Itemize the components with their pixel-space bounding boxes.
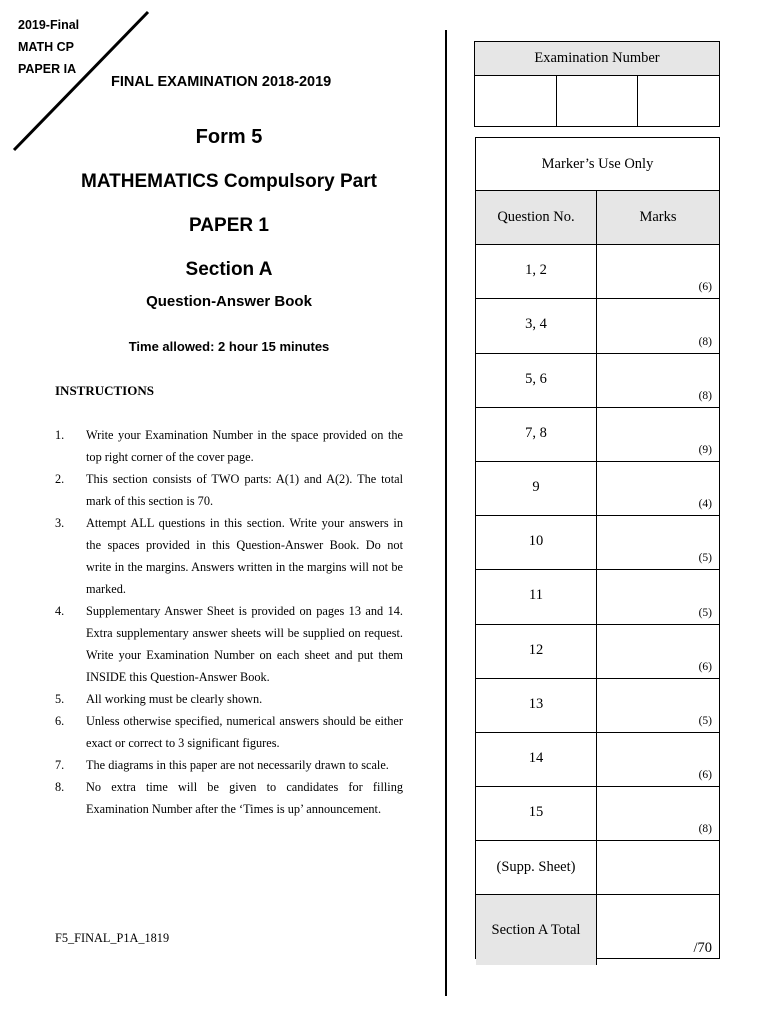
- instruction-number: 2.: [55, 472, 65, 486]
- question-column-header: Question No.: [476, 191, 597, 244]
- corner-tag-subject: MATH CP: [18, 40, 75, 54]
- section-total-max: /70: [693, 940, 712, 957]
- table-row: [476, 462, 719, 516]
- max-marks: (6): [698, 660, 712, 673]
- question-number: 13: [476, 679, 597, 732]
- instructions-heading: INSTRUCTIONS: [55, 383, 154, 398]
- instruction-item: [55, 710, 403, 754]
- max-marks: (6): [698, 769, 712, 782]
- marks-cell[interactable]: [597, 299, 719, 352]
- book-title: Question-Answer Book: [146, 293, 312, 310]
- question-number: 3, 4: [476, 299, 597, 352]
- time-allowed: Time allowed: 2 hour 15 minutes: [128, 339, 330, 354]
- max-marks: (5): [698, 552, 712, 565]
- form-title: Form 5: [195, 126, 263, 148]
- table-row: [476, 733, 719, 787]
- instructions-list: [55, 424, 403, 820]
- question-number: 1, 2: [476, 245, 597, 298]
- instruction-text: Supplementary Answer Sheet is provided on pages 13 and 14. Extra supplementary answer sheets will be supplied on request. Write your Examination Number on each sheet and put them INSIDE this Question-Answer Book.: [86, 604, 403, 684]
- supp-sheet-label: (Supp. Sheet): [476, 841, 597, 894]
- marks-cell[interactable]: [597, 245, 719, 298]
- table-row: [476, 354, 719, 408]
- max-marks: (8): [698, 335, 712, 348]
- max-marks: (8): [698, 823, 712, 836]
- question-number: 5, 6: [476, 354, 597, 407]
- marks-cell[interactable]: [597, 625, 719, 678]
- marks-cell[interactable]: [597, 408, 719, 461]
- marks-cell[interactable]: [597, 733, 719, 786]
- max-marks: (6): [698, 281, 712, 294]
- question-number: 10: [476, 516, 597, 569]
- marker-table-header-row: [476, 191, 719, 245]
- section-total-row: [476, 895, 719, 965]
- max-marks: (9): [698, 443, 712, 456]
- instruction-text: The diagrams in this paper are not necessarily drawn to scale.: [86, 758, 389, 772]
- table-row: [476, 679, 719, 733]
- instruction-number: 4.: [55, 604, 65, 618]
- instruction-item: [55, 688, 403, 710]
- exam-number-cell[interactable]: [557, 76, 639, 127]
- instruction-number: 8.: [55, 780, 65, 794]
- question-number: 7, 8: [476, 408, 597, 461]
- corner-tag-year: 2019-Final: [18, 18, 80, 32]
- table-row: [476, 570, 719, 624]
- max-marks: (4): [698, 498, 712, 511]
- section-total-cell[interactable]: [597, 895, 719, 965]
- subject-title: MATHEMATICS Compulsory Part: [81, 171, 377, 192]
- instruction-text: Write your Examination Number in the space provided on the top right corner of the cover page.: [86, 428, 403, 464]
- marks-column-header: Marks: [597, 191, 719, 244]
- table-row: [476, 408, 719, 462]
- question-number: 14: [476, 733, 597, 786]
- section-total-label: Section A Total: [476, 895, 597, 965]
- instruction-number: 3.: [55, 516, 65, 530]
- marks-cell[interactable]: [597, 679, 719, 732]
- instruction-number: 5.: [55, 692, 65, 706]
- instruction-item: [55, 754, 403, 776]
- instruction-text: No extra time will be given to candidates for filling Examination Number after the ‘Times is up’ announcement.: [86, 780, 403, 816]
- question-number: 9: [476, 462, 597, 515]
- instruction-number: 7.: [55, 758, 65, 772]
- instruction-item: [55, 468, 403, 512]
- instruction-item: [55, 600, 403, 688]
- instruction-text: Unless otherwise specified, numerical answers should be either exact or correct to 3 significant figures.: [86, 714, 403, 750]
- marker-table-title: Marker’s Use Only: [476, 138, 719, 191]
- question-number: 12: [476, 625, 597, 678]
- max-marks: (5): [698, 714, 712, 727]
- table-row: [476, 625, 719, 679]
- question-number: 11: [476, 570, 597, 623]
- exam-number-box: [474, 41, 720, 127]
- table-row: [476, 787, 719, 841]
- marks-cell[interactable]: [597, 354, 719, 407]
- max-marks: (5): [698, 606, 712, 619]
- footer-code: F5_FINAL_P1A_1819: [55, 931, 170, 945]
- marks-cell[interactable]: [597, 841, 719, 894]
- instruction-text: All working must be clearly shown.: [86, 692, 263, 706]
- table-row: [476, 245, 719, 299]
- instruction-number: 1.: [55, 428, 65, 442]
- exam-number-cell[interactable]: [638, 76, 719, 127]
- exam-number-fields: [475, 76, 719, 127]
- page-divider: [445, 30, 447, 996]
- paper-title: PAPER 1: [189, 215, 269, 236]
- table-row: [476, 516, 719, 570]
- instruction-text: This section consists of TWO parts: A(1) and A(2). The total mark of this section is 70.: [86, 472, 403, 508]
- marks-cell[interactable]: [597, 462, 719, 515]
- question-number: 15: [476, 787, 597, 840]
- instruction-item: [55, 424, 403, 468]
- exam-number-label: Examination Number: [475, 42, 719, 76]
- marks-cell[interactable]: [597, 787, 719, 840]
- instruction-number: 6.: [55, 714, 65, 728]
- section-title: Section A: [185, 259, 273, 280]
- supp-sheet-row: [476, 841, 719, 895]
- marker-table: [475, 137, 720, 959]
- exam-title: FINAL EXAMINATION 2018-2019: [111, 74, 332, 90]
- instruction-text: Attempt ALL questions in this section. Write your answers in the spaces provided in this Question-Answer Book. Do not write in the margins. Answers written in the margins will not be marked.: [86, 516, 403, 596]
- max-marks: (8): [698, 389, 712, 402]
- instruction-item: [55, 776, 403, 820]
- corner-tag-paper: PAPER IA: [18, 62, 77, 76]
- exam-number-cell[interactable]: [475, 76, 557, 127]
- marks-cell[interactable]: [597, 570, 719, 623]
- instruction-item: [55, 512, 403, 600]
- table-row: [476, 299, 719, 353]
- marks-cell[interactable]: [597, 516, 719, 569]
